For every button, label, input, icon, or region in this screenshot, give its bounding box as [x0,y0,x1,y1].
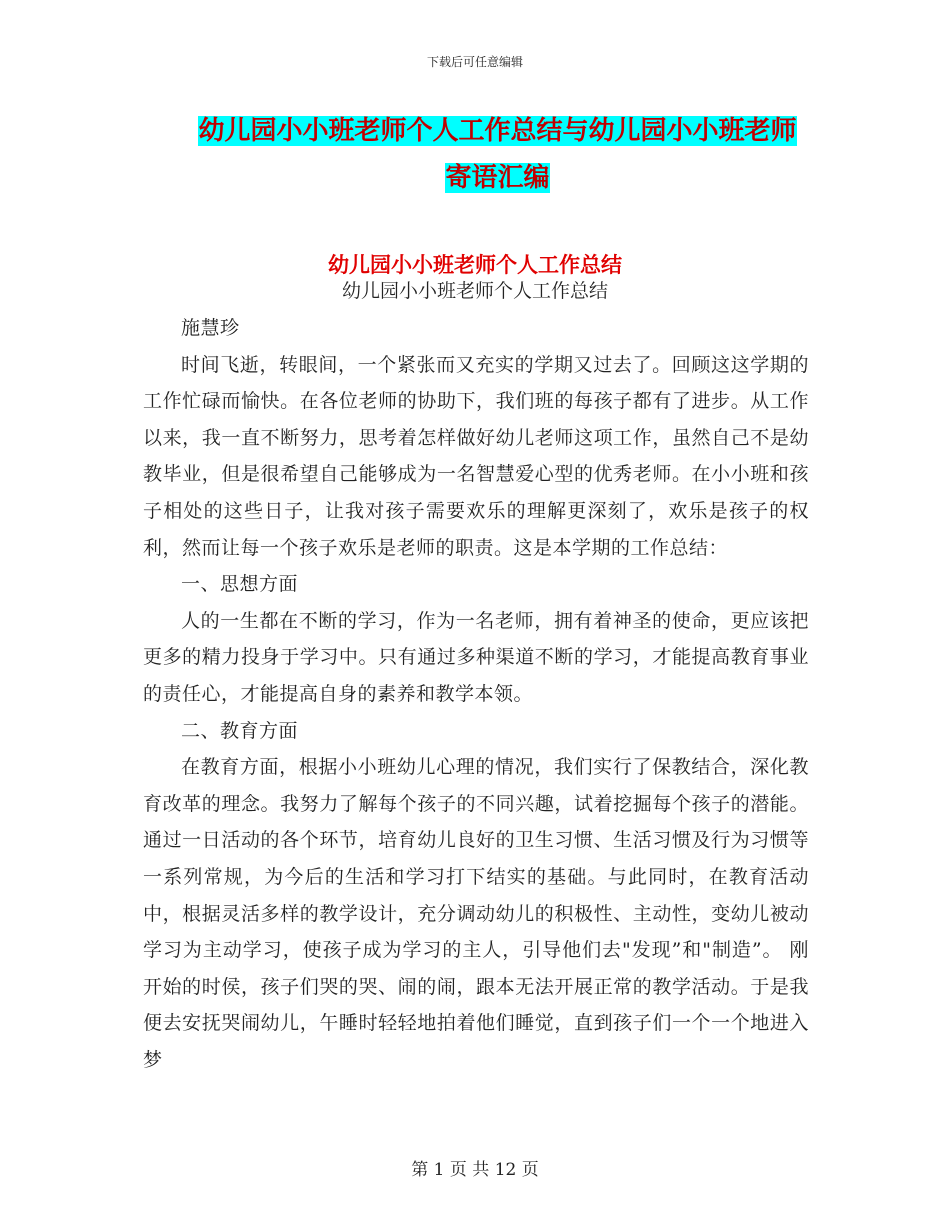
page-footer: 第 1 页 共 12 页 [411,1160,539,1180]
section-title: 幼儿园小小班老师个人工作总结 [328,252,622,277]
heading-education: 二、教育方面 [181,719,299,742]
document-title [140,108,855,202]
paragraph: 人的一生都在不断的学习，作为一名老师，拥有着神圣的使命，更应该把更多的精力投身于学习中。只有通过多种渠道不断的学习，才能提高教育事业的责任心，才能提高自身的素养和教学本领。 [143,609,809,705]
author-name: 施慧珍 [181,317,240,339]
title-line-2: 寄语汇编 [445,163,550,193]
title-line-1: 幼儿园小小班老师个人工作总结与幼儿园小小班老师 [198,116,797,146]
paragraph: 在教育方面，根据小小班幼儿心理的情况，我们实行了保教结合，深化教育改革的理念。我努力了解每个孩子的不同兴趣，试着挖掘每个孩子的潜能。通过一日活动的各个环节，培育幼儿良好的卫生习惯、生活习惯及行为习惯等一系列常规，为今后的生活和学习打下结实的基础。与此同时，在教育活动中，根据灵活多样的教学设计，充分调动幼儿的积极性、主动性，变幼儿被动学习为主动学习，使孩子成为学习的主人，引导他们去"发现”和"制造”。 刚开始的时侯，孩子们哭的哭、闹的闹，跟本无法开展正常的教学活动。于是我便去安抚哭闹幼儿，午睡时轻轻地拍着他们睡觉，直到孩子们一个一个地进入梦 [143,756,809,1071]
body-text [143,310,809,1078]
heading-thought: 一、思想方面 [181,573,299,596]
section-subtitle: 幼儿园小小班老师个人工作总结 [341,280,608,302]
header-note: 下载后可任意编辑 [426,55,523,69]
paragraph: 时间飞逝，转眼间，一个紧张而又充实的学期又过去了。回顾这这学期的工作忙碌而愉快。在各位老师的协助下，我们班的每孩子都有了进步。从工作以来，我一直不断努力，思考着怎样做好幼儿老师这项工作，虽然自己不是幼教毕业，但是很希望自己能够成为一名智慧爱心型的优秀老师。在小小班和孩子相处的这些日子，让我对孩子需要欢乐的理解更深刻了，欢乐是孩子的权利，然而让每一个孩子欢乐是老师的职责。这是本学期的工作总结： [143,353,809,559]
